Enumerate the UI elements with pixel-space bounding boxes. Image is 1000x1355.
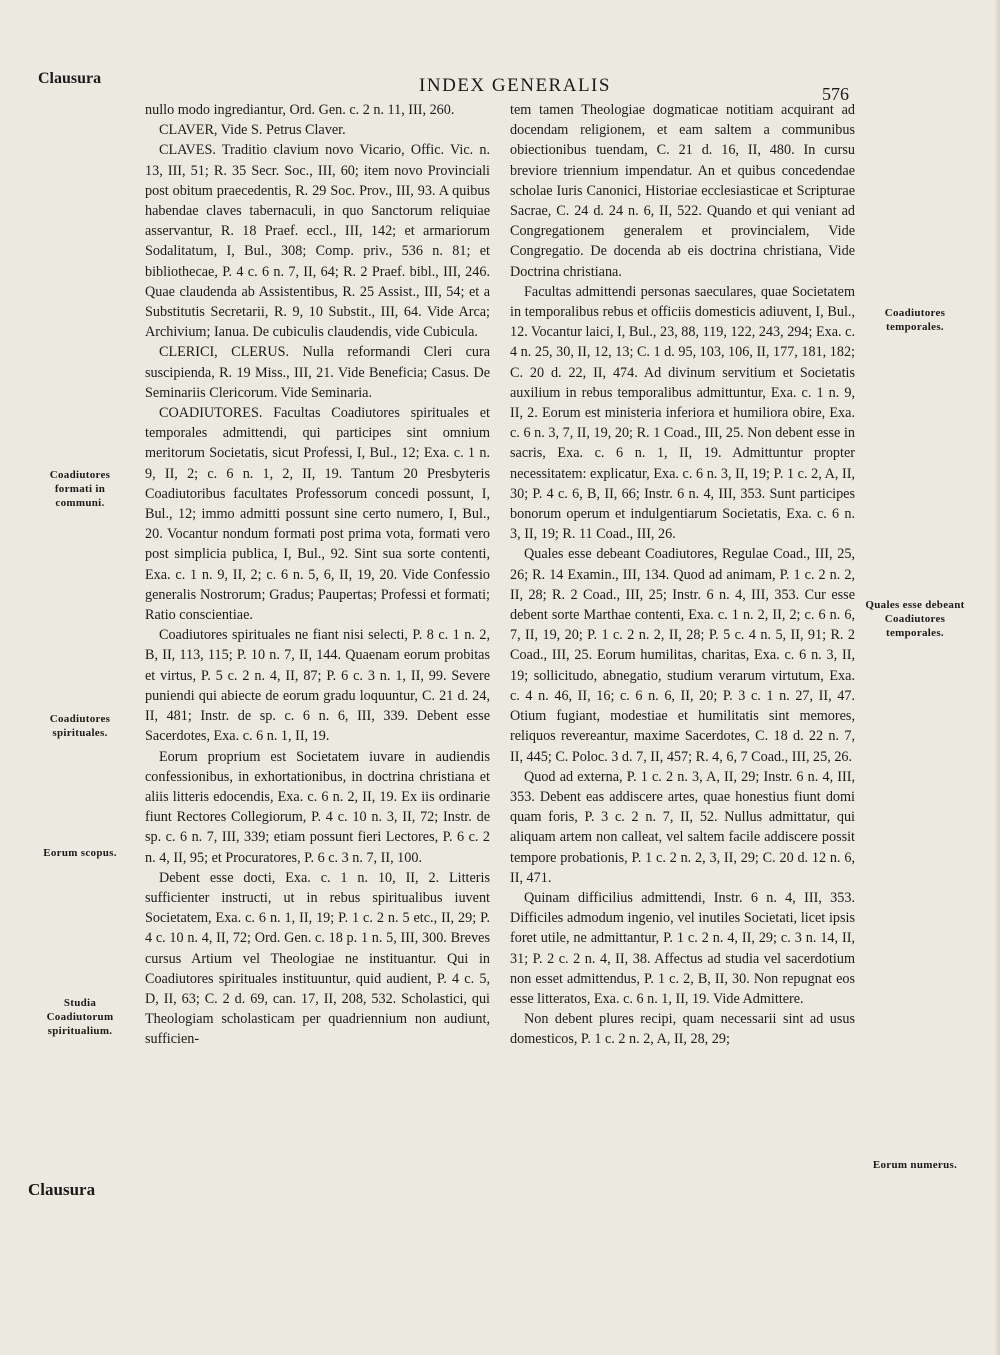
paragraph: Coadiutores spirituales ne fiant nisi selecti, P. 8 c. 1 n. 2, B, II, 113, 115; P. 10 n. 7, II, 144. Quaenam eorum probitas et virtus, P. 5 c. 2 n. 4, II, 87; P. 6 c. 3 n. 1, II, 99. Severe puniendi qui abiecte de eorum gradu loquuntur, C. 21 d. 24, II, 481; Instr. de sp. c. 6 n. 6, III, 339. Debent esse Sacerdotes, Exa. c. 6 n. 1, II, 19.: [145, 627, 490, 745]
paragraph: Quod ad externa, P. 1 c. 2 n. 3, A, II, 29; Instr. 6 n. 4, III, 353. Debent eas addiscere artes, quae honestius fiunt domi quam foris, P. 3 c. 2 n. 7, II, 52. Nullus admittatur, qui aliquam artem non calleat, vel saltem facile addiscere possit tempore probationis, P. 1 c. 2 n. 2, 3, II, 29; C. 20 d. 12 n. 6, II, 471.: [510, 768, 855, 886]
page-edge: [994, 0, 1000, 1355]
right-column: [510, 100, 855, 1050]
page-number: 576: [822, 84, 849, 104]
margin-note-studia: Studia Coadiutorum spiritualium.: [46, 997, 114, 1037]
margin-note-coadiutores-spirituales: Coadiutores spirituales.: [49, 713, 111, 739]
entry-claves: CLAVES. Traditio clavium novo Vicario, Offic. Vic. n. 13, III, 51; R. 35 Secr. Soc., III, 60; item novo Provinciali post obitum praecedentis, R. 29 Soc. Prov., III, 93. A quibus habendae claves tabernaculi, in quo Sanctorum reliquiae asservantur, R. 18 Praef. eccl., III, 142; et armariorum Sodalitatum, I, Bul., 308; Comp. priv., 536 n. 81; et bibliothecae, P. 4 c. 6 n. 7, II, 64; R. 2 Praef. bibl., III, 246. Quae claudenda ab Assistentibus, R. 25 Assist., III, 54; et a Substitutis Secretarii, R. 9, 10 Substit., III, 64. Vide Arca; Archivium; Ianua. De cubiculis claudendis, vide Cubicula.: [145, 142, 490, 341]
margin-note-eorum-numerus: Eorum numerus.: [872, 1159, 958, 1171]
paragraph: Eorum proprium est Societatem iuvare in audiendis confessionibus, in exhortationibus, in doctrina christiana et aliis litteris edocendis, Exa. c. 6 n. 2, II, 19. Ex iis ordinarie fiunt Rectores Collegiorum, P. 4 c. 10 n. 3, II, 72; Instr. de sp. c. 6 n. 7, III, 339; etiam possunt fieri Lectores, P. 6 c. 2 n. 4, II, 95; et Procuratores, P. 6 c. 3 n. 7, II, 100.: [145, 748, 490, 866]
entry-clerici: CLERICI, CLERUS. Nulla reformandi Cleri cura suscipienda, R. 19 Miss., III, 21. Vide Beneficia; Casus. De Seminariis Clericorum. Vide Seminaria.: [145, 344, 490, 401]
running-head-footer: Clausura: [28, 1180, 96, 1199]
paragraph: Non debent plures recipi, quam necessarii sint ad usus domesticos, P. 1 c. 2 n. 2, A, II, 28, 29;: [510, 1011, 855, 1048]
margin-note-coadiutores-formati: Coadiutores formati in communi.: [49, 469, 111, 509]
paragraph: Debent esse docti, Exa. c. 1 n. 10, II, 2. Litteris sufficienter instructi, ut in rebus spiritualibus iuvent Societatem, Exa. c. 6 n. 1, II, 19; P. 1 c. 2 n. 5 etc., II, 29; P. 4 c. 10 n. 4, II, 72; Ord. Gen. c. 18 p. 1 n. 5, III, 300. Breves cursus Artium vel Theologiae ne instituantur. Qui in Coadiutores spirituales instituuntur, quid audient, P. 4 c. 5, D, II, 63; C. 2 d. 69, can. 17, II, 208, 532. Scholastici, qui Theologiam scholasticam per quadriennium non audiunt, sufficien-: [145, 869, 490, 1048]
left-column: [145, 100, 490, 1050]
paragraph: tem tamen Theologiae dogmaticae notitiam acquirant ad docendam religionem, et eam saltem a communibus obiectionibus tuendam, C. 21 d. 16, II, 480. In cursu breviore triennium impendatur. An et quibus concedendae scholae Iuris Canonici, Historiae ecclesiasticae et Scripturae Sacrae, C. 24 d. 24 n. 6, II, 522. Quando et qui veniant ad Congregationem generalem et provincialem, Vide Congregatio. De docenda ab eis doctrina christiana, Vide Doctrina christiana.: [510, 102, 855, 280]
paragraph: Quinam difficilius admittendi, Instr. 6 n. 4, III, 353. Difficiles admodum ingenio, vel inutiles Societati, licet ipsis foret utile, ne admittantur, P. 1 c. 2 n. 4, II, 29; c. 3 n. 14, II, 31; P. 2 c. 2 n. 4, II, 38. Affectus ad studia vel sacerdotium non esset admittendus, P. 1 c. 2, B, II, 30. Non repugnat eos esse litteratos, Exa. c. 6 n. 1, II, 19. Vide Admittere.: [510, 889, 855, 1007]
running-head-left: Clausura: [38, 70, 102, 87]
margin-note-eorum-scopus: Eorum scopus.: [43, 847, 117, 859]
margin-note-quales-esse: Quales esse debeant Coadiutores temporales.: [865, 599, 965, 639]
entry-claver: CLAVER, Vide S. Petrus Claver.: [159, 122, 346, 139]
entry-coadiutores: COADIUTORES. Facultas Coadiutores spirituales et temporales admittendi, qui participes sint omnium meritorum Societatis, sicut Professi, I, Bul., 12; Exa. c. 1 n. 9, II, 2; c. 6 n. 1, 2, II, 19. Tantum 20 Presbyteris Coadiutoribus facultates Professorum concedi possunt, I, Bul., 12; immo admitti possunt sine certo numero, I, Bul., 20. Vocantur nondum formati post prima vota, formati vero post simplicia publica, I, Bul., 92. Sint sua sorte contenti, Exa. c. 1 n. 9, II, 2; c. 6 n. 5, 6, II, 19, 20. Vide Confessio generalis Nostrorum; Gradus; Paupertas; Professi et formati; Ratio conscientiae.: [145, 405, 490, 624]
margin-note-coadiutores-temporales: Coadiutores temporales.: [884, 307, 946, 333]
paragraph: Quales esse debeant Coadiutores, Regulae Coad., III, 25, 26; R. 14 Examin., III, 134. Quod ad animam, P. 1 c. 2 n. 2, II, 28; R. 2 Coad., III, 25; Instr. 6 n. 4, III, 353. Cur esse debent sorte Marthae contenti, Exa. c. 1 n. 2, II, 2; c. 6 n. 6, 7, II, 19, 20; P. 1 c. 2 n. 2, II, 28; P. 5 c. 4 n. 5, II, 91; R. 2 Coad., III, 25. Eorum humilitas, charitas, Exa. c. 6 n. 3, II, 19; sollicitudo, abnegatio, studium verarum virtutum, Exa. c. 4 n. 46, II, 16; c. 6 n. 6, II, 20; P. 3 c. 1 n. 27, II, 47. Otium fugiant, modestiae et humilitatis sint memores, reliquos revereantur, maxime Sacerdotes, C. 18 d. 22 n. 7, II, 445; C. Poloc. 3 d. 7, II, 457; R. 4, 6, 7 Coad., III, 25, 26.: [510, 546, 855, 765]
page-title: INDEX GENERALIS: [419, 75, 611, 96]
paragraph: Facultas admittendi personas saeculares, quae Societatem in temporalibus rebus et officiis domesticis adiuvent, I, Bul., 12. Vocantur laici, I, Bul., 23, 88, 119, 122, 243, 294; Exa. c. 4 n. 25, 30, II, 12, 13; C. 1 d. 95, 103, 106, II, 177, 181, 182; C. 20 d. 22, II, 474. Ad divinum servitium et Societatis auxilium in rebus temporalibus admittuntur, Exa. c. 1 n. 9, II, 2. Eorum est ministeria inferiora et humiliora obire, Exa. c. 6 n. 3, 7, II, 19, 20; R. 1 Coad., III, 25. Non debent esse in sacris, Exa. c. 6 n. 1, II, 19. Admittuntur propter necessitatem: explicatur, Exa. c. 6 n. 3, II, 19; P. 1 c. 2, A, II, 30; P. 4 c. 6, B, II, 66; Instr. 6 n. 4, III, 353. Sunt participes bonorum operum et indulgentiarum Societatis, Exa. c. 6 n. 3, II, 19; R. 11 Coad., III, 26.: [510, 283, 855, 543]
paragraph: nullo modo ingrediantur, Ord. Gen. c. 2 n. 11, III, 260.: [145, 102, 455, 118]
